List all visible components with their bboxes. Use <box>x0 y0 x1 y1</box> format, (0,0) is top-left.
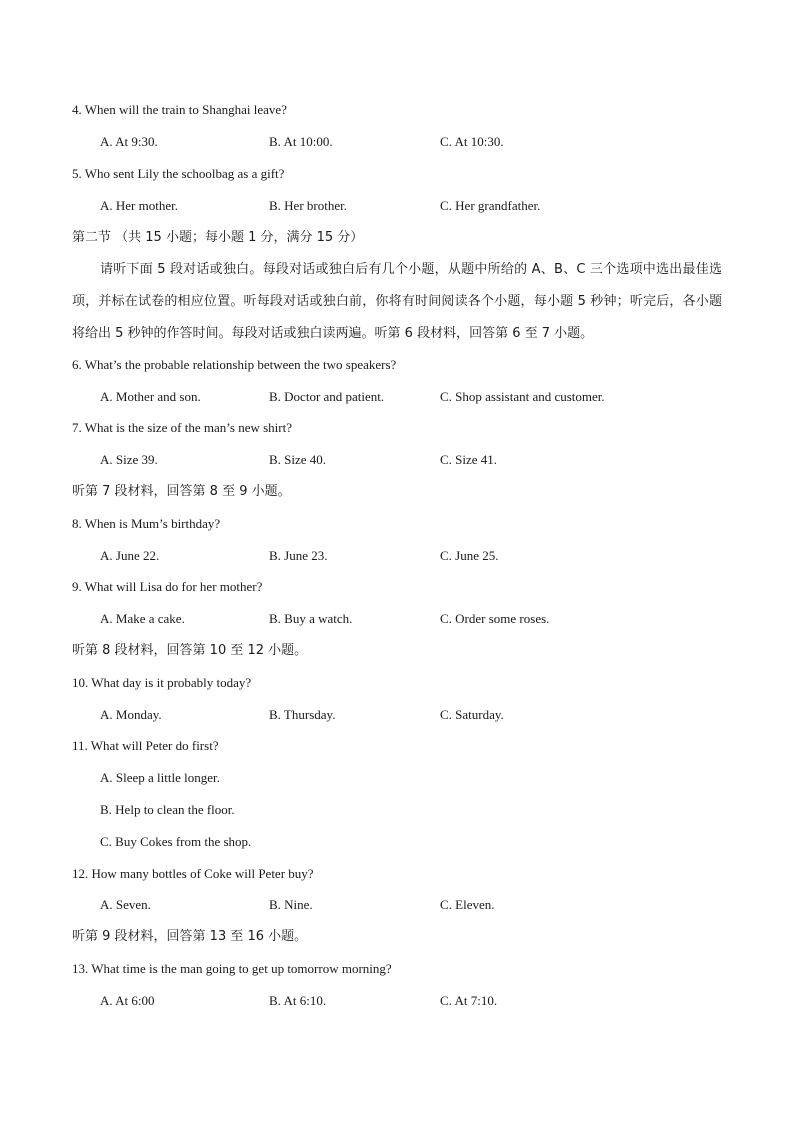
question-12-option-a: A. Seven. <box>100 897 151 912</box>
question-12-option-b: B. Nine. <box>269 897 313 912</box>
question-10-option-a: A. Monday. <box>100 707 162 722</box>
question-13-option-c: C. At 7:10. <box>440 993 498 1008</box>
question-4-stem: 4. When will the train to Shanghai leave? <box>72 102 287 117</box>
question-9-option-b: B. Buy a watch. <box>269 611 353 626</box>
question-10-option-c: C. Saturday. <box>440 707 504 722</box>
question-8-option-a: A. June 22. <box>100 548 160 563</box>
question-5-option-c: C. Her grandfather. <box>440 198 541 213</box>
section-2-heading: 第二节 （共 15 小题；每小题 1 分，满分 15 分） <box>72 230 364 245</box>
question-12-stem: 12. How many bottles of Coke will Peter buy? <box>72 866 314 881</box>
question-7-option-c: C. Size 41. <box>440 452 498 467</box>
question-11-stem: 11. What will Peter do first? <box>72 738 219 753</box>
question-4-option-a: A. At 9:30. <box>100 134 158 149</box>
material-9-note: 听第 9 段材料，回答第 13 至 16 小题。 <box>72 929 308 944</box>
question-10-option-b: B. Thursday. <box>269 707 336 722</box>
question-7-option-a: A. Size 39. <box>100 452 158 467</box>
material-7-note: 听第 7 段材料，回答第 8 至 9 小题。 <box>72 484 291 499</box>
question-5-option-a: A. Her mother. <box>100 198 178 213</box>
section-2-instructions: 请听下面 5 段对话或独白。每段对话或独白后有几个小题，从题中所给的 A、B、C 三个选项中选出最佳选项，并标在试卷的相应位置。听每段对话或独白前，你将有时间阅读各个小题，每小题 5 秒钟；听完后，各小题将给出 5 秒钟的作答时间。每段对话或独白读两遍。听第 6 段材料，回答第 6 至 7 小题。 <box>72 262 722 341</box>
question-9-option-c: C. Order some roses. <box>440 611 550 626</box>
question-4-option-b: B. At 10:00. <box>269 134 333 149</box>
question-6-option-a: A. Mother and son. <box>100 389 201 404</box>
question-8-stem: 8. When is Mum’s birthday? <box>72 516 221 531</box>
question-11-option-c: C. Buy Cokes from the shop. <box>100 834 252 849</box>
question-10-stem: 10. What day is it probably today? <box>72 675 252 690</box>
material-8-note: 听第 8 段材料，回答第 10 至 12 小题。 <box>72 643 308 658</box>
question-12-option-c: C. Eleven. <box>440 897 495 912</box>
question-7-stem: 7. What is the size of the man’s new shirt? <box>72 420 292 435</box>
question-5-option-b: B. Her brother. <box>269 198 347 213</box>
question-8-option-c: C. June 25. <box>440 548 499 563</box>
question-6-stem: 6. What’s the probable relationship between the two speakers? <box>72 357 397 372</box>
question-9-stem: 9. What will Lisa do for her mother? <box>72 579 263 594</box>
question-13-stem: 13. What time is the man going to get up tomorrow morning? <box>72 961 392 976</box>
question-9-option-a: A. Make a cake. <box>100 611 185 626</box>
question-13-option-a: A. At 6:00 <box>100 993 155 1008</box>
question-11-option-b: B. Help to clean the floor. <box>100 802 235 817</box>
question-8-option-b: B. June 23. <box>269 548 328 563</box>
question-4-option-c: C. At 10:30. <box>440 134 504 149</box>
question-7-option-b: B. Size 40. <box>269 452 327 467</box>
question-13-option-b: B. At 6:10. <box>269 993 327 1008</box>
question-6-option-c: C. Shop assistant and customer. <box>440 389 605 404</box>
question-5-stem: 5. Who sent Lily the schoolbag as a gift? <box>72 166 285 181</box>
question-6-option-b: B. Doctor and patient. <box>269 389 385 404</box>
question-11-option-a: A. Sleep a little longer. <box>100 770 220 785</box>
